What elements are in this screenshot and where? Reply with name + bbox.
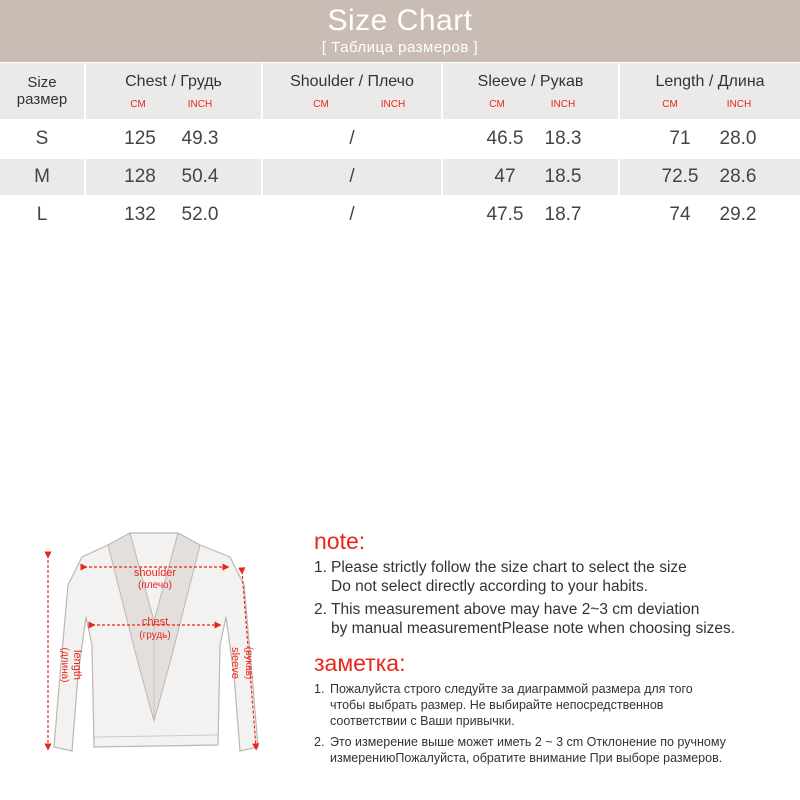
shoulder-header-label: Shoulder / Плечо <box>290 73 414 90</box>
shoulder-cell <box>263 159 441 195</box>
note-line: Do not select directly according to your habits. <box>331 578 649 595</box>
chest-cm-value: 128 <box>124 166 156 187</box>
size-cell: M <box>0 159 84 195</box>
note-title: note: <box>314 528 366 554</box>
chest-cm-value: 125 <box>124 128 156 149</box>
note-number: 1. <box>314 559 327 576</box>
chest-cell <box>86 121 261 157</box>
length-unit-inch: INCH <box>726 99 752 110</box>
length-label: length <box>71 650 83 680</box>
chest-inch-value: 49.3 <box>181 128 219 149</box>
note-item-ru <box>314 734 794 766</box>
length-header-label: Length / Длина <box>655 73 765 90</box>
length-inch-value: 28.0 <box>719 128 757 149</box>
notes-section <box>314 528 794 766</box>
length-column-header <box>620 63 800 119</box>
shoulder-cell <box>263 197 441 233</box>
note-line: Please strictly follow the size chart to select the size <box>331 559 687 576</box>
sleeve-inch-value: 18.7 <box>544 204 582 225</box>
length-cell <box>620 159 800 195</box>
chest-label: chest <box>141 616 169 628</box>
sleeve-cell <box>443 197 618 233</box>
sleeve-cm-value: 47 <box>494 166 516 187</box>
chest-inch-value: 52.0 <box>181 204 219 225</box>
shoulder-unit-cm: CM <box>313 99 329 110</box>
sleeve-inch-value: 18.3 <box>544 128 582 149</box>
note-line: измерениюПожалуйста, обратите внимание При выборе размеров. <box>330 751 723 765</box>
sleeve-inch-value: 18.5 <box>544 166 582 187</box>
banner-subtitle: [ Таблица размеров ] <box>321 39 479 56</box>
sleeve-cm-value: 46.5 <box>486 128 524 149</box>
length-cell <box>620 197 800 233</box>
chest-ru-label: (грудь) <box>139 630 171 641</box>
note-item <box>314 600 794 638</box>
sleeve-header-label: Sleeve / Рукав <box>477 73 584 90</box>
note-number: 1. <box>314 682 325 696</box>
size-header-en: Size <box>27 74 57 91</box>
sleeve-cell <box>443 159 618 195</box>
shoulder-value: / <box>349 166 355 187</box>
sleeve-ru-label: (рукав) <box>243 646 254 680</box>
chest-cell <box>86 197 261 233</box>
length-cell <box>620 121 800 157</box>
banner-title: Size Chart <box>327 4 473 37</box>
note-item-ru <box>314 681 794 729</box>
jacket-outline-icon <box>30 525 280 790</box>
shoulder-label: shoulder <box>133 567 177 579</box>
shoulder-value: / <box>349 204 355 225</box>
note-line: Это измерение выше может иметь 2 ~ 3 cm Отклонение по ручному <box>330 735 726 749</box>
table-row <box>0 121 800 157</box>
chest-unit-cm: CM <box>130 99 146 110</box>
sleeve-cm-value: 47.5 <box>486 204 524 225</box>
length-inch-value: 29.2 <box>719 204 757 225</box>
chest-cm-value: 132 <box>124 204 156 225</box>
table-row <box>0 159 800 195</box>
size-cell: L <box>36 204 48 225</box>
length-cm-value: 71 <box>669 128 691 149</box>
note-number: 2. <box>314 601 327 618</box>
length-cm-value: 72.5 <box>661 166 699 187</box>
length-unit-cm: CM <box>662 99 678 110</box>
length-inch-value: 28.6 <box>719 166 757 187</box>
sleeve-cell <box>443 121 618 157</box>
note-line: чтобы выбрать размер. Не выбирайте непосредственнов <box>330 698 664 712</box>
garment-measurement-diagram <box>30 525 280 790</box>
chest-inch-value: 50.4 <box>181 166 219 187</box>
size-column-header <box>0 63 84 119</box>
note-item <box>314 558 794 596</box>
length-cm-value: 74 <box>669 204 691 225</box>
note-line: This measurement above may have 2~3 cm deviation <box>331 601 700 618</box>
chest-column-header <box>86 63 261 119</box>
sleeve-unit-cm: CM <box>489 99 505 110</box>
sleeve-column-header <box>443 63 618 119</box>
size-chart-banner <box>0 0 800 62</box>
chest-header-label: Chest / Грудь <box>125 73 222 90</box>
shoulder-column-header <box>263 63 441 119</box>
note-line: соответствии с Ваши привычки. <box>330 714 515 728</box>
table-row <box>0 197 800 233</box>
note-title-ru: заметка: <box>314 650 406 676</box>
note-line: by manual measurementPlease note when choosing sizes. <box>331 620 736 637</box>
shoulder-value: / <box>349 128 355 149</box>
note-line: Пожалуйста строго следуйте за диаграммой размера для того <box>330 682 693 696</box>
size-cell: S <box>35 128 49 149</box>
shoulder-unit-inch: INCH <box>380 99 406 110</box>
sleeve-label: sleeve <box>229 647 241 679</box>
chest-cell <box>86 159 261 195</box>
length-ru-label: (длина) <box>59 647 70 683</box>
size-table <box>0 63 800 233</box>
chest-unit-inch: INCH <box>187 99 213 110</box>
note-number: 2. <box>314 735 325 749</box>
sleeve-unit-inch: INCH <box>550 99 576 110</box>
size-header-ru: размер <box>16 91 68 108</box>
table-header-row <box>0 63 800 119</box>
shoulder-cell <box>263 121 441 157</box>
shoulder-ru-label: (плечо) <box>138 580 172 591</box>
